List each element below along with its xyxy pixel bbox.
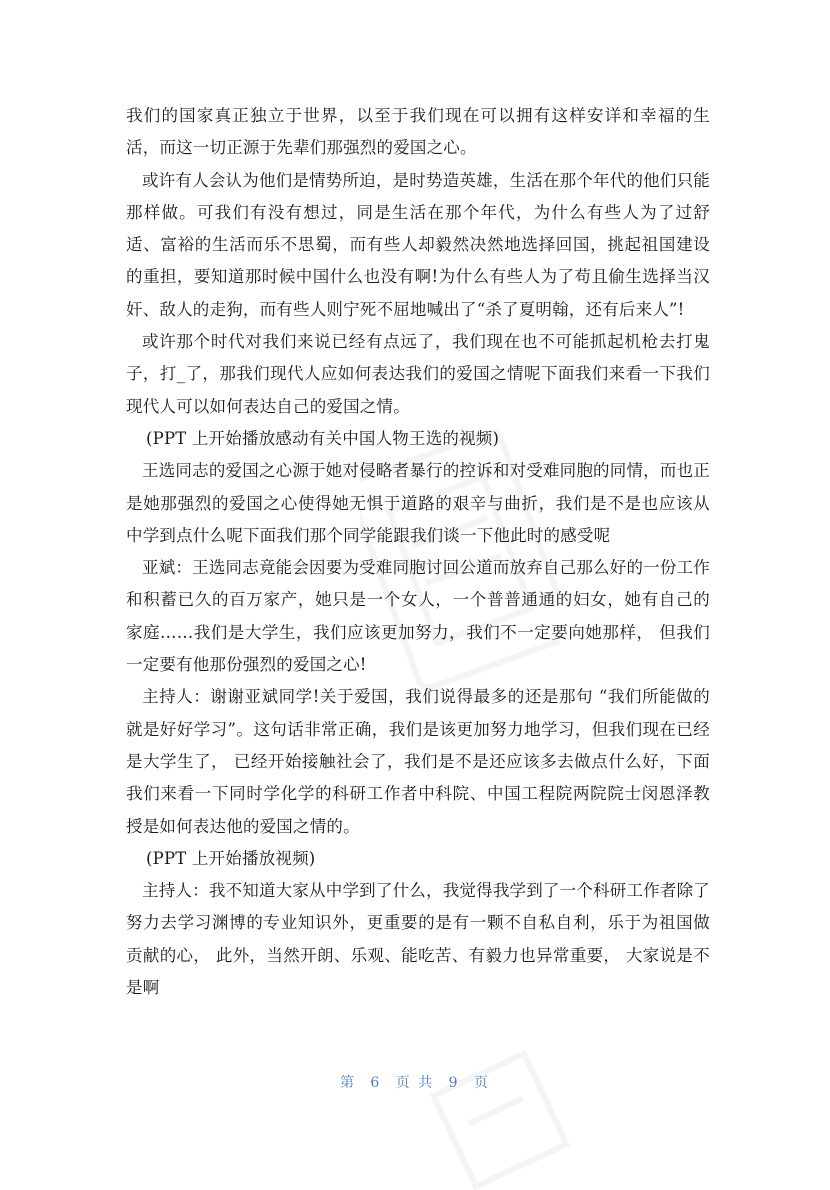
total-pages-number: 9 <box>448 1075 460 1091</box>
stage-direction: (PPT 上开始播放视频) <box>146 848 316 868</box>
footer-middle: 页 共 <box>395 1075 435 1091</box>
document-body <box>126 100 710 1004</box>
paragraph: 王选同志的爱国之心源于她对侵略者暴行的控诉和对受难同胞的同情，而也正是她那强烈的爱国之心使得她无惧于道路的艰辛与曲折，我们是不是也应该从中学到点什么呢下面我们那个同学能跟我们谈一下他此时的感受呢 <box>126 461 710 545</box>
watermark-corner-icon <box>430 1050 570 1190</box>
page-footer <box>0 1072 830 1092</box>
paragraph: 我们的国家真正独立于世界，以至于我们现在可以拥有这样安详和幸福的生活，而这一切正源于先辈们那强烈的爱国之心。 <box>126 106 710 158</box>
paragraph: 主持人：谢谢亚斌同学!关于爱国，我们说得最多的还是那句 “我们所能做的就是好好学习”。这句话非常正确，我们是该更加努力地学习，但我们现在已经是大学生了， 已经开始接触社会了，我们是不是还应该多去做点什么好，下面我们来看一下同时学化学的科研工作者中科院、中国工程院两院院士闵恩泽教授是如何表达他的爱国之情的。 <box>126 687 710 836</box>
paragraph: 主持人：我不知道大家从中学到了什么，我觉得我学到了一个科研工作者除了努力去学习渊博的专业知识外，更重要的是有一颗不自私自利，乐于为祖国做贡献的心， 此外，当然开朗、乐观、能吃苦、有毅力也异常重要， 大家说是不是啊 <box>126 881 710 998</box>
stage-direction: (PPT 上开始播放感动有关中国人物王选的视频) <box>146 428 500 448</box>
current-page-number: 6 <box>370 1075 382 1091</box>
footer-prefix: 第 <box>339 1075 356 1091</box>
paragraph: 或许那个时代对我们来说已经有点远了，我们现在也不可能抓起机枪去打鬼子，打_了，那我们现代人应如何表达我们的爱国之情呢下面我们来看一下我们现代人可以如何表达自己的爱国之情。 <box>126 332 710 416</box>
paragraph: 或许有人会认为他们是情势所迫，是时势造英雄，生活在那个年代的他们只能那样做。可我们有没有想过，同是生活在那个年代，为什么有些人为了过舒适、富裕的生活而乐不思蜀，而有些人却毅然决然地选择回国，挑起祖国建设的重担，要知道那时候中国什么也没有啊!为什么有些人为了苟且偷生选择当汉奸、敌人的走狗，而有些人则宁死不屈地喊出了“杀了夏明翰，还有后来人”! <box>126 170 710 319</box>
footer-suffix: 页 <box>474 1075 491 1091</box>
paragraph: 亚斌：王选同志竟能会因要为受难同胞讨回公道而放弃自己那么好的一份工作和积蓄已久的百万家产，她只是一个女人，一个普普通通的妇女，她有自己的家庭……我们是大学生，我们应该更加努力，我们不一定要向她那样， 但我们一定要有他那份强烈的爱国之心! <box>126 558 710 675</box>
